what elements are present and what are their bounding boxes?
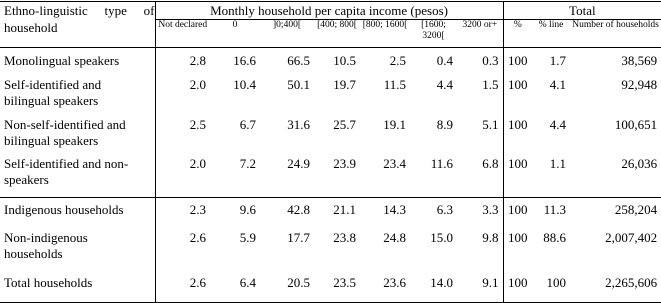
- cell-value: 9.1: [457, 271, 503, 303]
- cell-value: 0.4: [436, 53, 453, 68]
- cell-value: 14.0: [410, 271, 457, 303]
- cell-value: 1.5: [457, 74, 503, 114]
- cell-value: 14.3: [360, 197, 410, 227]
- cell-households: 2,007,402: [605, 229, 658, 245]
- row-label: Self-identified and non-speakers: [0, 153, 155, 198]
- table-row: [0, 227, 661, 271]
- row-label: Total households: [0, 271, 155, 303]
- cell-households: 258,204: [570, 197, 661, 227]
- cell-value: 19.1: [383, 116, 406, 132]
- total-group-header: Total: [503, 2, 661, 20]
- table-row: [0, 48, 661, 74]
- cell-value: 23.8: [333, 229, 356, 245]
- cell-value: 66.5: [287, 53, 310, 68]
- cell-value: 11.6: [430, 155, 453, 171]
- cell-pct-line: 4.4: [549, 116, 567, 132]
- cell-value: 2.3: [155, 197, 210, 227]
- cell-households: 38,569: [621, 53, 658, 68]
- table-row: [0, 153, 661, 198]
- col-header-pct-line: % line: [532, 20, 570, 48]
- cell-value: 4.4: [436, 76, 453, 92]
- cell-value: 20.5: [260, 271, 314, 303]
- cell-households: 92,948: [621, 76, 658, 92]
- cell-pct: 100: [503, 271, 532, 303]
- cell-pct: 100: [508, 53, 528, 68]
- cell-value: 2.0: [189, 76, 206, 92]
- cell-value: 31.6: [287, 116, 310, 132]
- cell-value: 15.0: [430, 229, 453, 245]
- cell-pct-line: 1.7: [549, 53, 567, 68]
- table-row: [0, 74, 661, 114]
- cell-pct: 100: [508, 229, 528, 245]
- cell-value: 25.7: [333, 116, 356, 132]
- cell-value: 23.4: [383, 155, 406, 171]
- cell-value: 6.4: [210, 271, 260, 303]
- col-header-800-1600: [800; 1600[: [360, 20, 410, 48]
- row-label: Non-indigenous households: [0, 227, 155, 271]
- row-label: Self-identified and bilingual speakers: [0, 74, 155, 114]
- cell-value: 19.7: [333, 76, 356, 92]
- cell-value: 10.5: [333, 53, 356, 68]
- row-label: Monolingual speakers: [0, 48, 155, 74]
- cell-value: 17.7: [287, 229, 310, 245]
- cell-value: 0.3: [457, 48, 503, 74]
- cell-value: 7.2: [239, 155, 256, 171]
- cell-value: 10.4: [233, 76, 256, 92]
- cell-value: 2.0: [189, 155, 206, 171]
- cell-households: 100,651: [614, 116, 658, 132]
- cell-value: 42.8: [260, 197, 314, 227]
- col-header-400-800: [400; 800[: [314, 20, 360, 48]
- cell-value: 2.8: [189, 53, 206, 68]
- table-row: [0, 197, 661, 227]
- header-row-groups: [0, 2, 661, 20]
- cell-value: 6.8: [457, 153, 503, 198]
- cell-value: 2.5: [189, 116, 206, 132]
- table-row: [0, 271, 661, 303]
- cell-value: 11.5: [383, 76, 406, 92]
- income-distribution-table: [0, 1, 661, 303]
- cell-households: 26,036: [621, 155, 658, 171]
- cell-value: 2.5: [389, 53, 406, 68]
- cell-value: 21.1: [314, 197, 360, 227]
- type-column-header: Ethno-linguistic type of household: [0, 2, 155, 48]
- cell-pct-line: 88.6: [543, 229, 567, 245]
- cell-pct: 100: [508, 76, 528, 92]
- cell-pct-line: 100: [532, 271, 570, 303]
- cell-pct-line: 4.1: [549, 76, 567, 92]
- cell-value: 2.6: [155, 271, 210, 303]
- cell-value: 6.3: [410, 197, 457, 227]
- cell-pct-line: 1.1: [549, 155, 567, 171]
- cell-pct: 100: [508, 116, 528, 132]
- cell-households: 2,265,606: [570, 271, 661, 303]
- cell-value: 5.1: [457, 114, 503, 153]
- cell-value: 9.6: [210, 197, 260, 227]
- cell-value: 6.7: [239, 116, 256, 132]
- col-header-1600-3200: [1600; 3200[: [410, 20, 457, 48]
- cell-value: 2.6: [189, 229, 206, 245]
- row-label: Non-self-identified and bilingual speakers: [0, 114, 155, 153]
- cell-value: 24.9: [287, 155, 310, 171]
- col-header-3200-plus: 3200 or+: [457, 20, 503, 48]
- cell-value: 9.8: [457, 227, 503, 271]
- income-group-header: Monthly household per capita income (pesos): [155, 2, 503, 20]
- cell-pct: 100: [508, 155, 528, 171]
- row-label: Indigenous households: [0, 197, 155, 227]
- cell-pct-line: 11.3: [532, 197, 570, 227]
- cell-value: 24.8: [383, 229, 406, 245]
- cell-value: 23.5: [314, 271, 360, 303]
- col-header-pct: %: [503, 20, 532, 48]
- cell-value: 23.9: [333, 155, 356, 171]
- cell-pct: 100: [503, 197, 532, 227]
- col-header-households: Number of households: [570, 20, 661, 48]
- cell-value: 3.3: [457, 197, 503, 227]
- col-header-0-400: ]0;400[: [260, 20, 314, 48]
- cell-value: 23.6: [360, 271, 410, 303]
- table-row: [0, 114, 661, 153]
- cell-value: 5.9: [239, 229, 256, 245]
- col-header-zero: 0: [210, 20, 260, 48]
- col-header-not-declared: Not declared: [155, 20, 210, 48]
- cell-value: 50.1: [287, 76, 310, 92]
- cell-value: 8.9: [436, 116, 453, 132]
- cell-value: 16.6: [233, 53, 256, 68]
